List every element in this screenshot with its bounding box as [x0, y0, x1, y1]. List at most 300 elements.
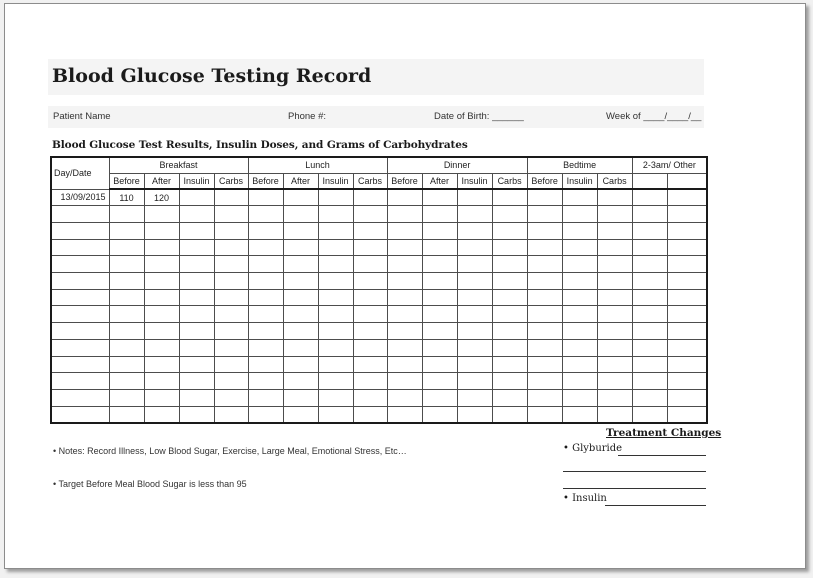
value-cell [527, 323, 562, 340]
value-cell [457, 323, 492, 340]
value-cell [667, 373, 707, 390]
value-cell [527, 339, 562, 356]
subheader: Carbs [492, 173, 527, 189]
value-cell [667, 406, 707, 423]
table-body [51, 189, 707, 423]
table-row [51, 373, 707, 390]
subheader: Insulin [179, 173, 214, 189]
value-cell [387, 373, 422, 390]
value-cell: 110 [109, 189, 144, 206]
value-cell [562, 306, 597, 323]
value-cell [457, 356, 492, 373]
value-cell [632, 389, 667, 406]
value-cell [318, 289, 353, 306]
value-cell [632, 323, 667, 340]
value-cell [422, 339, 457, 356]
value-cell [179, 339, 214, 356]
value-cell [179, 356, 214, 373]
value-cell [144, 356, 179, 373]
value-cell [562, 289, 597, 306]
value-cell [214, 356, 248, 373]
value-cell [179, 189, 214, 206]
value-cell [144, 222, 179, 239]
value-cell [632, 273, 667, 290]
insulin-label: • Insulin [563, 493, 607, 504]
treatment-changes-title: Treatment Changes [606, 427, 722, 439]
value-cell [422, 189, 457, 206]
value-cell [667, 356, 707, 373]
value-cell [527, 189, 562, 206]
value-cell [283, 222, 318, 239]
value-cell [422, 373, 457, 390]
value-cell [632, 222, 667, 239]
value-cell [632, 189, 667, 206]
value-cell [492, 222, 527, 239]
insulin-line [605, 505, 706, 506]
subheader: Carbs [214, 173, 248, 189]
value-cell [597, 189, 632, 206]
value-cell [144, 389, 179, 406]
lunch-header: Lunch [248, 157, 387, 173]
date-cell [51, 373, 109, 390]
value-cell [353, 306, 387, 323]
value-cell [387, 323, 422, 340]
value-cell [353, 189, 387, 206]
value-cell [248, 273, 283, 290]
value-cell [457, 406, 492, 423]
value-cell [527, 206, 562, 223]
subheader: Carbs [353, 173, 387, 189]
value-cell [562, 239, 597, 256]
value-cell: 120 [144, 189, 179, 206]
value-cell [597, 256, 632, 273]
date-cell [51, 339, 109, 356]
date-cell: 13/09/2015 [51, 189, 109, 206]
table-subheader-row [51, 173, 707, 189]
document-title: Blood Glucose Testing Record [52, 65, 372, 87]
value-cell [353, 323, 387, 340]
value-cell [318, 206, 353, 223]
value-cell [527, 273, 562, 290]
value-cell [179, 306, 214, 323]
day-date-header: Day/Date [51, 157, 109, 189]
value-cell [597, 289, 632, 306]
value-cell [422, 323, 457, 340]
value-cell [492, 189, 527, 206]
value-cell [387, 206, 422, 223]
value-cell [457, 206, 492, 223]
subheader: Insulin [457, 173, 492, 189]
value-cell [492, 373, 527, 390]
phone-label: Phone #: [288, 111, 327, 122]
value-cell [597, 206, 632, 223]
value-cell [527, 222, 562, 239]
value-cell [353, 206, 387, 223]
value-cell [109, 339, 144, 356]
value-cell [667, 323, 707, 340]
value-cell [457, 256, 492, 273]
value-cell [214, 406, 248, 423]
date-cell [51, 206, 109, 223]
value-cell [667, 339, 707, 356]
value-cell [283, 273, 318, 290]
value-cell [562, 389, 597, 406]
week-of-label: Week of ____/____/__ [606, 111, 702, 122]
value-cell [179, 239, 214, 256]
value-cell [283, 256, 318, 273]
value-cell [562, 339, 597, 356]
subheader: Before [248, 173, 283, 189]
value-cell [283, 189, 318, 206]
subheader: Before [109, 173, 144, 189]
value-cell [457, 306, 492, 323]
value-cell [597, 273, 632, 290]
value-cell [109, 373, 144, 390]
value-cell [109, 239, 144, 256]
table-row [51, 356, 707, 373]
table-row [51, 256, 707, 273]
value-cell [597, 323, 632, 340]
value-cell [248, 256, 283, 273]
value-cell [492, 406, 527, 423]
value-cell [562, 406, 597, 423]
value-cell [527, 239, 562, 256]
blank-line [563, 471, 706, 472]
value-cell [492, 206, 527, 223]
value-cell [387, 306, 422, 323]
table-row [51, 273, 707, 290]
value-cell [248, 356, 283, 373]
value-cell [214, 306, 248, 323]
value-cell [562, 323, 597, 340]
value-cell [214, 256, 248, 273]
value-cell [562, 373, 597, 390]
value-cell [144, 239, 179, 256]
value-cell [109, 273, 144, 290]
value-cell [667, 256, 707, 273]
table-row [51, 206, 707, 223]
value-cell [597, 222, 632, 239]
table-row [51, 306, 707, 323]
value-cell [318, 406, 353, 423]
value-cell [492, 389, 527, 406]
value-cell [457, 389, 492, 406]
value-cell [214, 323, 248, 340]
patient-name-label: Patient Name [53, 111, 111, 122]
value-cell [179, 289, 214, 306]
value-cell [214, 273, 248, 290]
table-row [51, 289, 707, 306]
value-cell [353, 356, 387, 373]
value-cell [597, 356, 632, 373]
value-cell [667, 389, 707, 406]
value-cell [353, 339, 387, 356]
glucose-record-table [50, 156, 708, 424]
value-cell [109, 289, 144, 306]
value-cell [387, 389, 422, 406]
value-cell [562, 273, 597, 290]
value-cell [632, 373, 667, 390]
breakfast-header: Breakfast [109, 157, 248, 173]
value-cell [492, 273, 527, 290]
value-cell [457, 373, 492, 390]
value-cell [283, 373, 318, 390]
value-cell [632, 339, 667, 356]
value-cell [387, 356, 422, 373]
value-cell [597, 306, 632, 323]
value-cell [562, 206, 597, 223]
date-cell [51, 406, 109, 423]
value-cell [353, 256, 387, 273]
value-cell [248, 189, 283, 206]
value-cell [283, 206, 318, 223]
value-cell [492, 239, 527, 256]
value-cell [144, 256, 179, 273]
value-cell [422, 222, 457, 239]
value-cell [632, 256, 667, 273]
table-row [51, 406, 707, 423]
value-cell [632, 406, 667, 423]
value-cell [214, 389, 248, 406]
value-cell [214, 289, 248, 306]
value-cell [144, 206, 179, 223]
value-cell [353, 289, 387, 306]
value-cell [248, 406, 283, 423]
value-cell [144, 406, 179, 423]
value-cell [248, 306, 283, 323]
value-cell [144, 339, 179, 356]
value-cell [632, 206, 667, 223]
table-row [51, 239, 707, 256]
value-cell [387, 339, 422, 356]
value-cell [597, 389, 632, 406]
value-cell [457, 289, 492, 306]
value-cell [632, 356, 667, 373]
value-cell [667, 239, 707, 256]
value-cell [422, 389, 457, 406]
value-cell [632, 306, 667, 323]
value-cell [457, 273, 492, 290]
value-cell [562, 356, 597, 373]
value-cell [457, 189, 492, 206]
value-cell [562, 256, 597, 273]
date-cell [51, 222, 109, 239]
value-cell [387, 239, 422, 256]
night-other-header: 2-3am/ Other [632, 157, 707, 173]
date-of-birth-label: Date of Birth: ______ [434, 111, 524, 122]
value-cell [632, 289, 667, 306]
value-cell [492, 356, 527, 373]
value-cell [144, 373, 179, 390]
value-cell [667, 189, 707, 206]
table-header-row [51, 157, 707, 173]
value-cell [214, 206, 248, 223]
value-cell [109, 306, 144, 323]
value-cell [318, 189, 353, 206]
value-cell [248, 239, 283, 256]
table-row [51, 222, 707, 239]
value-cell [387, 406, 422, 423]
value-cell [144, 273, 179, 290]
value-cell [283, 289, 318, 306]
section-title: Blood Glucose Test Results, Insulin Doses, and Grams of Carbohydrates [52, 139, 468, 151]
date-cell [51, 256, 109, 273]
value-cell [353, 406, 387, 423]
value-cell [318, 256, 353, 273]
value-cell [527, 306, 562, 323]
date-cell [51, 323, 109, 340]
value-cell [597, 406, 632, 423]
value-cell [387, 222, 422, 239]
value-cell [667, 289, 707, 306]
value-cell [492, 306, 527, 323]
value-cell [457, 339, 492, 356]
value-cell [318, 323, 353, 340]
value-cell [109, 389, 144, 406]
value-cell [457, 239, 492, 256]
target-note: • Target Before Meal Blood Sugar is less than 95 [53, 479, 247, 489]
value-cell [422, 356, 457, 373]
value-cell [353, 222, 387, 239]
value-cell [353, 389, 387, 406]
value-cell [109, 206, 144, 223]
value-cell [109, 406, 144, 423]
value-cell [318, 339, 353, 356]
value-cell [283, 339, 318, 356]
value-cell [179, 373, 214, 390]
blank-line [563, 488, 706, 489]
value-cell [562, 189, 597, 206]
subheader-blank [667, 173, 707, 189]
value-cell [109, 256, 144, 273]
value-cell [248, 222, 283, 239]
value-cell [214, 339, 248, 356]
value-cell [422, 289, 457, 306]
value-cell [144, 323, 179, 340]
value-cell [597, 373, 632, 390]
value-cell [179, 389, 214, 406]
value-cell [667, 306, 707, 323]
value-cell [214, 239, 248, 256]
subheader: After [144, 173, 179, 189]
dinner-header: Dinner [387, 157, 527, 173]
date-cell [51, 356, 109, 373]
value-cell [492, 323, 527, 340]
value-cell [527, 256, 562, 273]
table-row [51, 339, 707, 356]
value-cell [318, 306, 353, 323]
value-cell [527, 406, 562, 423]
value-cell [632, 239, 667, 256]
value-cell [248, 339, 283, 356]
value-cell [387, 256, 422, 273]
value-cell [422, 206, 457, 223]
glyburide-line [618, 455, 706, 456]
value-cell [283, 356, 318, 373]
value-cell [667, 206, 707, 223]
value-cell [179, 406, 214, 423]
value-cell [422, 406, 457, 423]
value-cell [527, 356, 562, 373]
value-cell [144, 289, 179, 306]
value-cell [387, 273, 422, 290]
value-cell [283, 239, 318, 256]
value-cell [353, 373, 387, 390]
value-cell [109, 222, 144, 239]
value-cell [353, 273, 387, 290]
value-cell [283, 323, 318, 340]
value-cell [527, 373, 562, 390]
value-cell [318, 222, 353, 239]
value-cell [667, 222, 707, 239]
subheader: Insulin [318, 173, 353, 189]
glyburide-label: • Glyburide [563, 443, 623, 454]
value-cell [318, 373, 353, 390]
subheader: After [283, 173, 318, 189]
notes-text: • Notes: Record Illness, Low Blood Sugar, Exercise, Large Meal, Emotional Stress, Etc… [53, 446, 407, 456]
value-cell [527, 389, 562, 406]
value-cell [353, 239, 387, 256]
value-cell [144, 306, 179, 323]
value-cell [492, 339, 527, 356]
value-cell [387, 189, 422, 206]
date-cell [51, 239, 109, 256]
value-cell [214, 222, 248, 239]
value-cell [492, 289, 527, 306]
date-cell [51, 306, 109, 323]
value-cell [318, 356, 353, 373]
value-cell [109, 356, 144, 373]
value-cell [179, 222, 214, 239]
date-cell [51, 289, 109, 306]
value-cell [422, 273, 457, 290]
subheader: Insulin [562, 173, 597, 189]
value-cell [214, 189, 248, 206]
value-cell [667, 273, 707, 290]
value-cell [248, 373, 283, 390]
value-cell [422, 256, 457, 273]
value-cell [527, 289, 562, 306]
value-cell [248, 389, 283, 406]
subheader: After [422, 173, 457, 189]
value-cell [248, 323, 283, 340]
value-cell [562, 222, 597, 239]
date-cell [51, 389, 109, 406]
value-cell [283, 389, 318, 406]
date-cell [51, 273, 109, 290]
value-cell [179, 323, 214, 340]
value-cell [214, 373, 248, 390]
value-cell [597, 339, 632, 356]
value-cell [283, 406, 318, 423]
subheader: Before [387, 173, 422, 189]
value-cell [492, 256, 527, 273]
bedtime-header: Bedtime [527, 157, 632, 173]
table-row [51, 389, 707, 406]
value-cell [283, 306, 318, 323]
table-row [51, 323, 707, 340]
value-cell [318, 389, 353, 406]
value-cell [457, 222, 492, 239]
value-cell [422, 306, 457, 323]
subheader-blank [632, 173, 667, 189]
value-cell [318, 239, 353, 256]
value-cell [597, 239, 632, 256]
value-cell [422, 239, 457, 256]
value-cell [387, 289, 422, 306]
value-cell [109, 323, 144, 340]
value-cell [248, 206, 283, 223]
